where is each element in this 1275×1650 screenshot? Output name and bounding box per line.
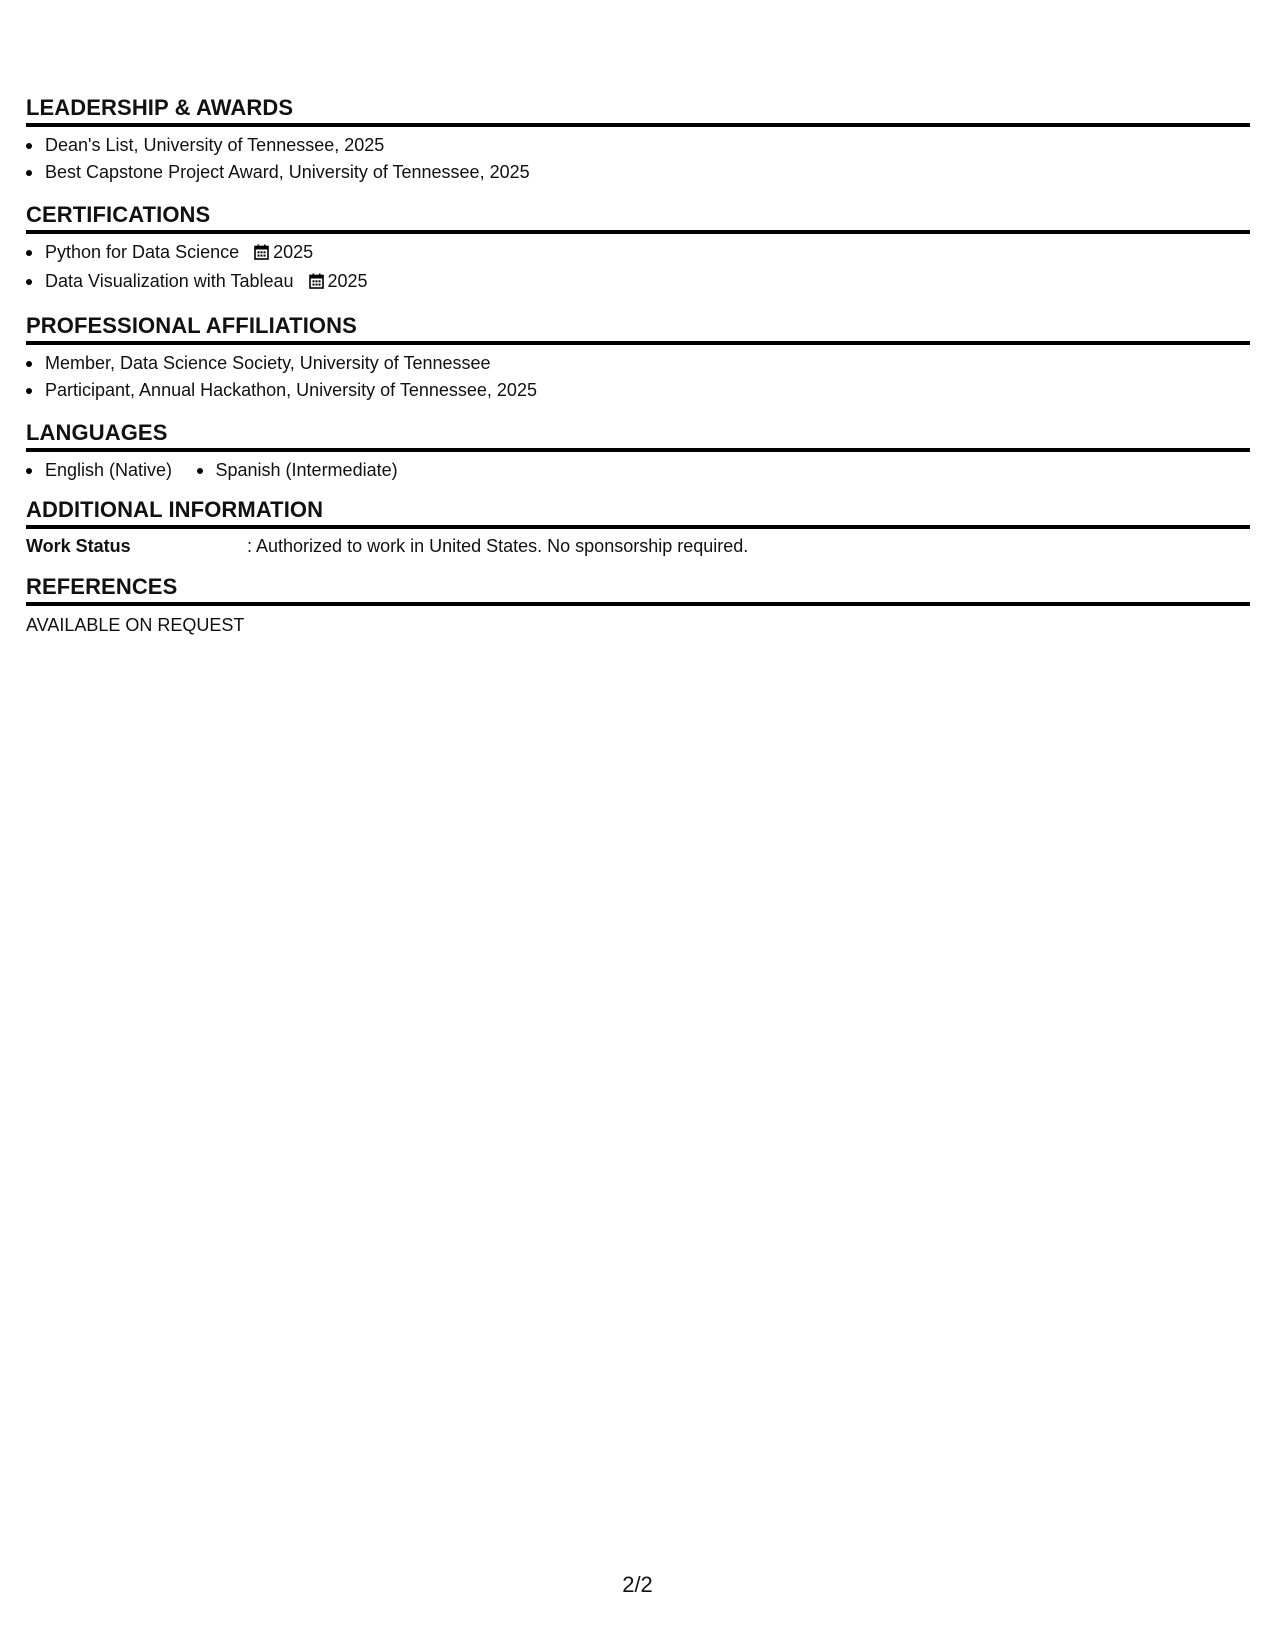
leadership-list	[26, 132, 1250, 186]
additional-information-section	[26, 497, 1250, 559]
work-status-value: : Authorized to work in United States. No sponsorship required.	[247, 536, 749, 556]
calendar-icon	[254, 241, 269, 268]
list-item: Member, Data Science Society, University of Tennessee	[26, 350, 1250, 377]
list-item: Best Capstone Project Award, University of Tennessee, 2025	[26, 159, 1250, 186]
languages-list	[26, 457, 1250, 484]
page-number: 2/2	[622, 1572, 653, 1597]
list-item: English (Native)	[26, 457, 172, 484]
certification-year: 2025	[273, 242, 314, 262]
languages-section	[26, 420, 1250, 484]
list-item: Dean's List, University of Tennessee, 2025	[26, 132, 1250, 159]
list-item	[26, 268, 1250, 297]
certification-year: 2025	[327, 271, 368, 291]
references-section	[26, 574, 1250, 638]
section-title: LEADERSHIP & AWARDS	[26, 95, 1250, 127]
resume-page	[26, 95, 1250, 638]
list-item: Participant, Annual Hackathon, University of Tennessee, 2025	[26, 377, 1250, 404]
references-text: AVAILABLE ON REQUEST	[26, 615, 245, 635]
work-status-row	[26, 533, 1250, 559]
section-title: ADDITIONAL INFORMATION	[26, 497, 1250, 529]
leadership-awards-section	[26, 95, 1250, 186]
work-status-label: Work Status	[26, 536, 131, 556]
section-title: LANGUAGES	[26, 420, 1250, 452]
certification-name: Data Visualization with Tableau	[45, 271, 294, 291]
affiliations-list	[26, 350, 1250, 404]
calendar-icon	[309, 270, 324, 297]
certifications-list	[26, 239, 1250, 297]
professional-affiliations-section	[26, 313, 1250, 404]
certifications-section	[26, 202, 1250, 297]
list-item: Spanish (Intermediate)	[197, 457, 398, 484]
list-item	[26, 239, 1250, 268]
certification-name: Python for Data Science	[45, 242, 240, 262]
section-title: PROFESSIONAL AFFILIATIONS	[26, 313, 1250, 345]
section-title: CERTIFICATIONS	[26, 202, 1250, 234]
section-title: REFERENCES	[26, 574, 1250, 606]
